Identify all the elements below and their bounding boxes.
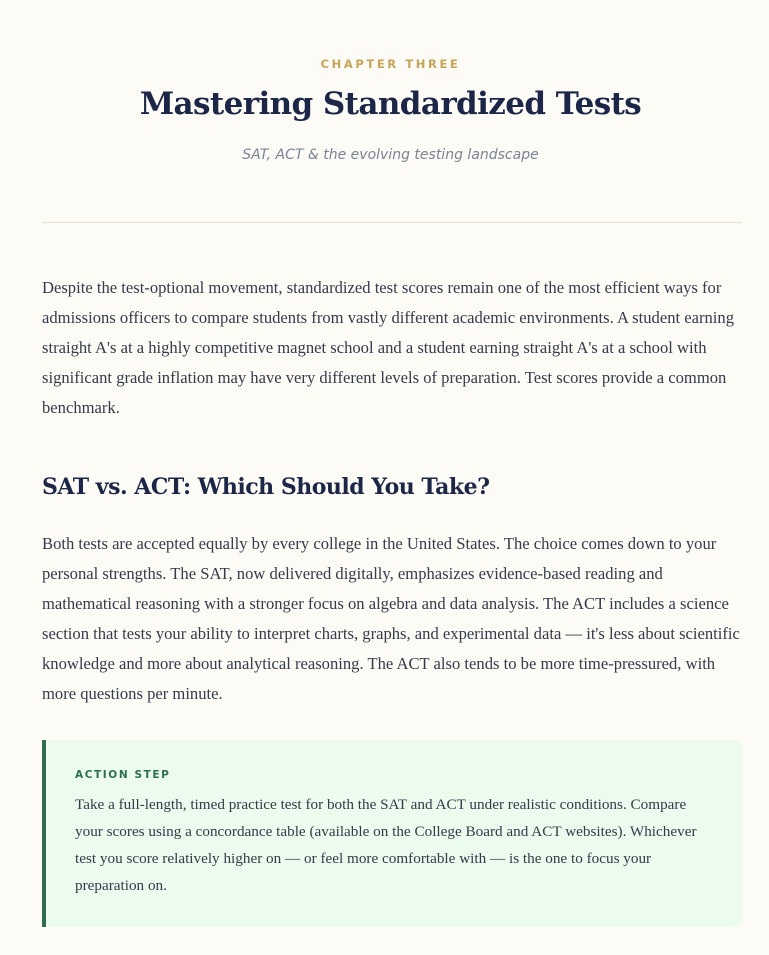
chapter-label: CHAPTER THREE (320, 57, 461, 71)
intro-paragraph: Despite the test-optional movement, standardized test scores remain one of the most efficient ways for admissions officers to compare students from vastly different academic environments. A student earning straight A's at a highly competitive magnet school and a student earning straight A's at a school with significant grade inflation may have very different levels of preparation. Test scores provide a common benchmark. (42, 278, 735, 417)
callout-text: Take a full-length, timed practice test for both the SAT and ACT under realistic conditions. Compare your scores using a concordance table (available on the College Board and ACT websites). Whichever test you score relatively higher on — or feel more comfortable with — is the one to focus your preparation on. (75, 796, 697, 894)
section-paragraph: Both tests are accepted equally by every college in the United States. The choice comes down to your personal strengths. The SAT, now delivered digitally, emphasizes evidence-based reading and mathematical reasoning with a stronger focus on algebra and data analysis. The ACT includes a science section that tests your ability to interpret charts, graphs, and experimental data — it's less about scientific knowledge and more about analytical reasoning. The ACT also tends to be more time-pressured, with more questions per minute. (42, 534, 740, 703)
chapter-title: Mastering Standardized Tests (139, 86, 642, 122)
chapter-subtitle: SAT, ACT & the evolving testing landscape (242, 147, 539, 163)
callout-label: ACTION STEP (75, 769, 171, 781)
action-step-callout (42, 740, 742, 927)
section-heading: SAT vs. ACT: Which Should You Take? (42, 474, 490, 500)
header-divider (42, 222, 742, 223)
